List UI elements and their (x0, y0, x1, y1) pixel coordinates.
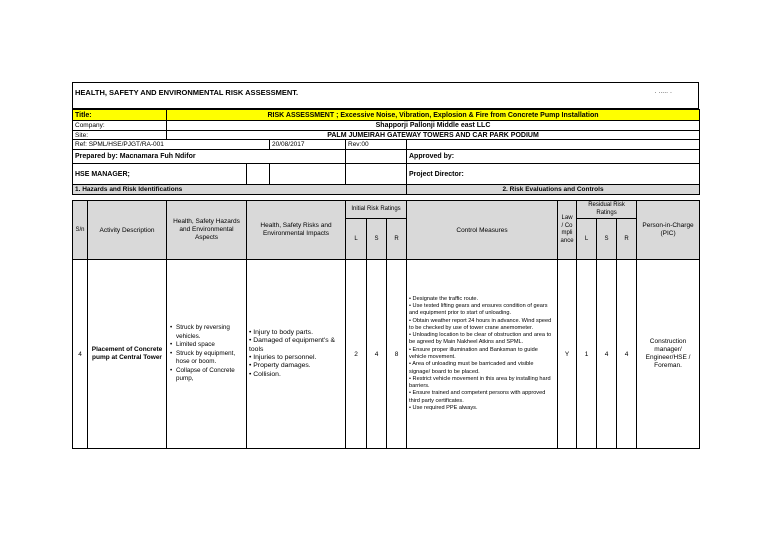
col-residual-r: R (617, 219, 637, 260)
col-sn: S/n (73, 201, 88, 260)
col-initial-r: R (387, 219, 407, 260)
impact-item: • Collision. (249, 370, 281, 378)
aspect-item: • Collapse of Concrete pump, (176, 367, 244, 384)
site-value: PALM JUMEIRAH GATEWAY TOWERS AND CAR PARK PODIUM (167, 131, 700, 140)
title-value: RISK ASSESSMENT ; Excessive Noise, Vibration, Explosion & Fire from Concrete Pump Installation (167, 110, 700, 121)
site-label: Site: (73, 131, 167, 140)
initial-severity: 4 (367, 260, 387, 449)
row-impacts (247, 260, 346, 449)
row-aspects (167, 260, 247, 449)
col-residual-l: L (577, 219, 597, 260)
impact-item: • Injury to body parts. (249, 329, 313, 337)
hse-manager: HSE MANAGER; (73, 164, 247, 185)
document-heading (72, 82, 699, 109)
control-item: • Ensure proper illumination and Banksman to guide vehicle movement. (409, 346, 538, 360)
title-label: Title: (73, 110, 167, 121)
control-item: • Designate the traffic route. (409, 295, 479, 302)
initial-risk: 8 (387, 260, 407, 449)
row-control-measures (407, 260, 558, 449)
residual-likelihood: 1 (577, 260, 597, 449)
section-evaluation-title: 2. Risk Evaluations and Controls (407, 185, 700, 195)
aspect-item: • Struck by reversing vehicles. (176, 324, 244, 341)
control-item: • Use tested lifting gears and ensures condition of gears and equipment prior to start of unloading. (409, 302, 548, 317)
assessment-table (72, 200, 700, 449)
section-hazards-title: 1. Hazards and Risk Identifications (73, 185, 407, 195)
col-pic: Person-in-Charge (PIC) (637, 201, 700, 260)
initial-likelihood: 2 (346, 260, 367, 449)
reference-number: Ref: SPML/HSE/PJGT/RA-001 (73, 140, 270, 150)
col-residual-ratings: Residual Risk Ratings (577, 201, 637, 219)
approved-by: Approved by: (407, 150, 700, 164)
revision: Rev:00 (346, 140, 407, 150)
impact-item: • Property damages. (249, 362, 311, 370)
company-label: Company: (73, 121, 167, 131)
col-initial-l: L (346, 219, 367, 260)
prepared-by: Prepared by: Macnamara Fuh Ndifor (73, 150, 346, 164)
col-impacts: Health, Safety Risks and Environmental Impacts (247, 201, 346, 260)
control-item: • Use required PPE always. (409, 405, 478, 412)
table-row (73, 260, 700, 449)
col-residual-s: S (597, 219, 617, 260)
impact-item: • Damaged of equipment's & tools (249, 337, 336, 353)
control-item: • Obtain weather report 24 hours in advance. Wind speed to be checked by use of tower crane anemometer. (409, 317, 552, 331)
project-director: Project Director: (407, 164, 700, 185)
corner-mark: . ..... . (654, 88, 672, 95)
row-activity: Placement of Concrete pump at Central Tower (88, 260, 167, 449)
col-initial-s: S (367, 219, 387, 260)
row-sn: 4 (73, 260, 88, 449)
col-law: Law / Compliance (558, 201, 577, 260)
impact-item: • Injuries to personnel. (249, 354, 317, 361)
document-date: 20/08/2017 (270, 140, 346, 150)
row-pic: Construction manager/ Engineer/HSE / Foreman. (637, 260, 700, 449)
heading-text: HEALTH, SAFETY AND ENVIRONMENTAL RISK ASSESSMENT. (75, 88, 299, 97)
header-table (72, 109, 700, 195)
col-aspects: Health, Safety Hazards and Environmental Aspects (167, 201, 247, 260)
company-value: Shapporji Pallonji Middle east LLC (167, 121, 700, 131)
control-item: • Restrict vehicle movement in this area by installing hard barriers. (409, 375, 551, 390)
col-control-measures: Control Measures (407, 201, 558, 260)
law-compliance: Y (558, 260, 577, 449)
col-initial-ratings: Initial Risk Ratings (346, 201, 407, 219)
residual-risk: 4 (617, 260, 637, 449)
col-activity: Activity Description (88, 201, 167, 260)
aspect-item: • Struck by equipment, hose or boom. (176, 350, 244, 367)
aspect-item: • Limited space (176, 341, 244, 350)
control-item: • Ensure trained and competent persons with approved third party certificates. (409, 390, 546, 404)
residual-severity: 4 (597, 260, 617, 449)
control-item: • Unloading location to be clear of obstruction and area to be agreed by Main Nakheel Atkins and SPML. (409, 332, 552, 346)
control-item: • Area of unloading must be barricaded and visible signage/ board to be placed. (409, 361, 534, 375)
